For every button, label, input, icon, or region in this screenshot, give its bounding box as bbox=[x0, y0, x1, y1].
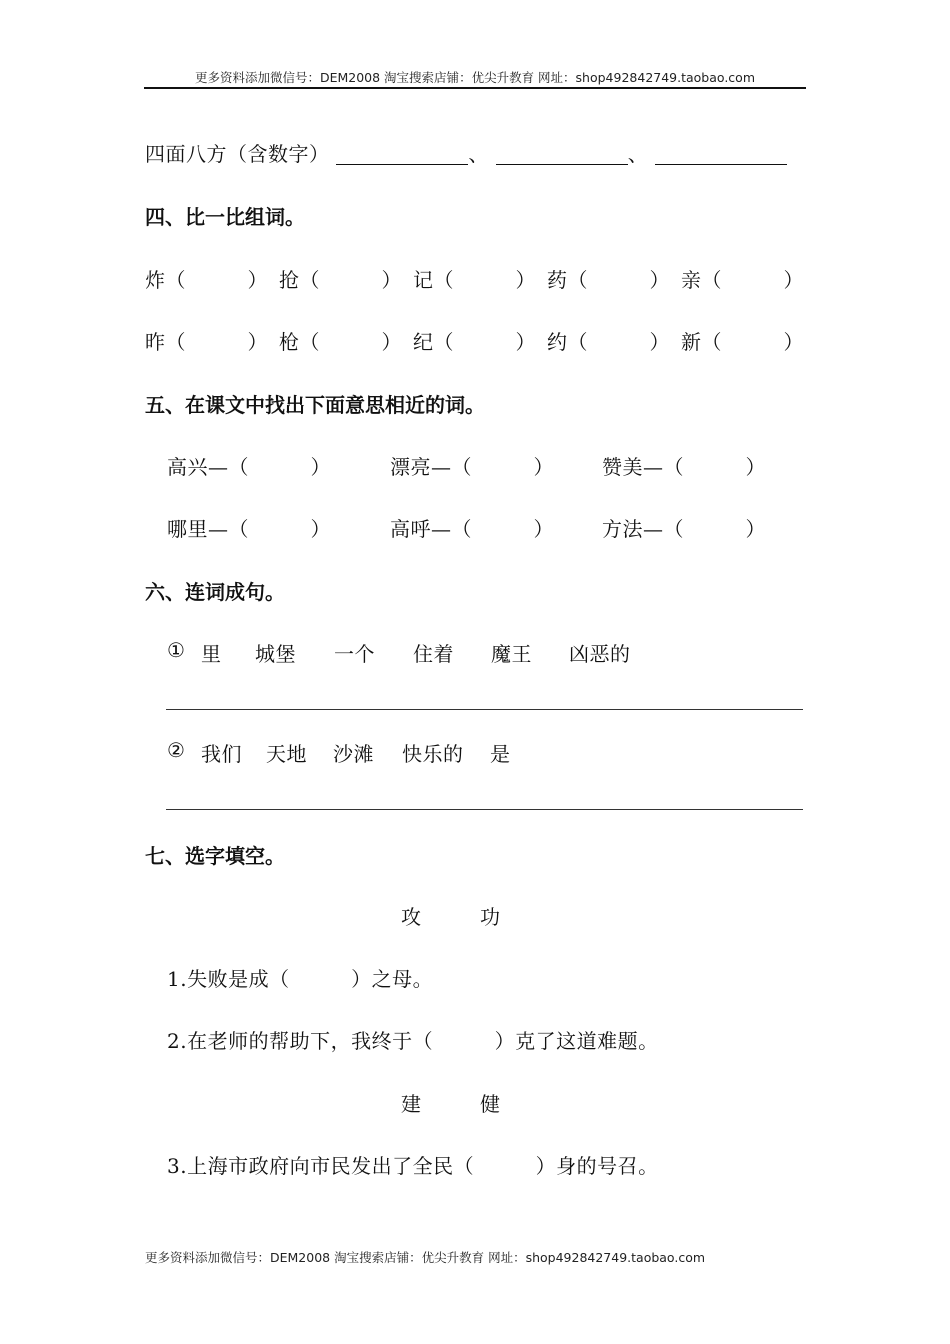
separator: 、 bbox=[468, 142, 489, 166]
word: 一个 bbox=[334, 642, 375, 666]
synonym-item: 赞美—（ ） bbox=[602, 455, 766, 479]
section4-title: 四、比一比组词。 bbox=[145, 205, 305, 229]
answer-blank-3[interactable] bbox=[655, 163, 787, 165]
header-rule bbox=[144, 87, 806, 89]
page-footer: 更多资料添加微信号：DEM2008 淘宝搜索店铺：优尖升教育 网址：shop492842749.taobao.com bbox=[145, 1250, 706, 1265]
answer-line-2[interactable] bbox=[166, 809, 803, 810]
compare-item: 亲（ ） bbox=[681, 268, 804, 292]
word: 我们 bbox=[201, 742, 242, 766]
word: 快乐的 bbox=[402, 742, 464, 766]
word: 天地 bbox=[266, 742, 307, 766]
word: 城堡 bbox=[255, 642, 296, 666]
synonym-item: 方法—（ ） bbox=[602, 517, 766, 541]
item-number: ① bbox=[167, 638, 186, 662]
word: 魔王 bbox=[491, 642, 532, 666]
choice-char: 建 bbox=[401, 1092, 422, 1116]
prev-label: 四面八方（含数字） bbox=[145, 142, 330, 166]
synonym-item: 漂亮—（ ） bbox=[390, 455, 554, 479]
compare-item: 约（ ） bbox=[547, 330, 670, 354]
section5-title: 五、在课文中找出下面意思相近的词。 bbox=[145, 393, 485, 417]
item-number: ② bbox=[167, 738, 186, 762]
word: 沙滩 bbox=[333, 742, 374, 766]
word: 凶恶的 bbox=[569, 642, 631, 666]
fill-question-3: 3.上海市政府向市民发出了全民（ ）身的号召。 bbox=[167, 1154, 659, 1178]
compare-item: 昨（ ） bbox=[145, 330, 268, 354]
answer-blank-1[interactable] bbox=[336, 163, 468, 165]
synonym-item: 哪里—（ ） bbox=[167, 517, 331, 541]
separator: 、 bbox=[627, 142, 649, 166]
word: 是 bbox=[490, 742, 511, 766]
answer-line-1[interactable] bbox=[166, 709, 803, 710]
compare-item: 记（ ） bbox=[413, 268, 536, 292]
fill-question-2: 2.在老师的帮助下，我终于（ ）克了这道难题。 bbox=[167, 1029, 659, 1053]
section7-title: 七、选字填空。 bbox=[145, 844, 285, 868]
compare-item: 新（ ） bbox=[681, 330, 804, 354]
synonym-item: 高兴—（ ） bbox=[167, 455, 331, 479]
word: 住着 bbox=[413, 642, 454, 666]
compare-item: 炸（ ） bbox=[145, 268, 268, 292]
synonym-item: 高呼—（ ） bbox=[390, 517, 554, 541]
compare-item: 药（ ） bbox=[547, 268, 670, 292]
page-header: 更多资料添加微信号：DEM2008 淘宝搜索店铺：优尖升教育 网址：shop492842749.taobao.com bbox=[194, 70, 756, 85]
compare-item: 抢（ ） bbox=[279, 268, 402, 292]
choice-char: 功 bbox=[480, 905, 501, 929]
choice-char: 健 bbox=[480, 1092, 501, 1116]
compare-item: 纪（ ） bbox=[413, 330, 536, 354]
choice-char: 攻 bbox=[401, 905, 422, 929]
prev-question bbox=[145, 138, 787, 167]
fill-question-1: 1.失败是成（ ）之母。 bbox=[167, 967, 434, 991]
compare-item: 枪（ ） bbox=[279, 330, 402, 354]
answer-blank-2[interactable] bbox=[496, 163, 628, 165]
section6-title: 六、连词成句。 bbox=[145, 580, 285, 604]
word: 里 bbox=[201, 642, 222, 666]
